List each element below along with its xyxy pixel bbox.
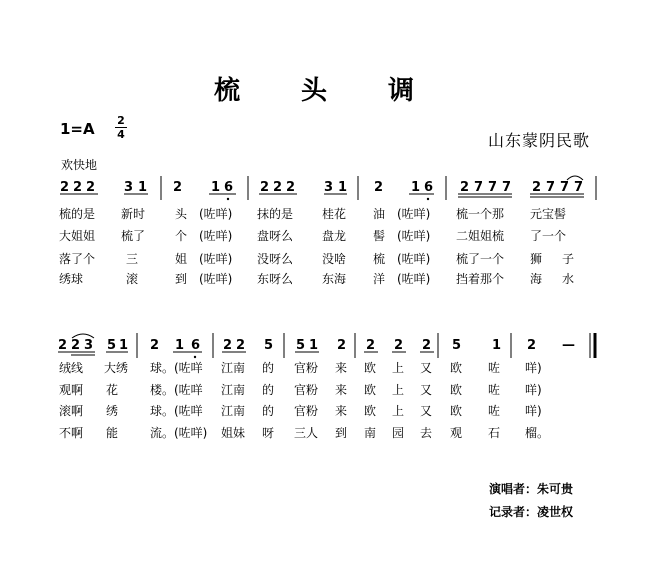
lyric: 的 [262, 383, 275, 397]
time-signature-bottom: 4 [115, 127, 127, 141]
lyric: 上 [392, 361, 405, 375]
lyric-line-1 [59, 206, 566, 221]
lyric: 欧 [364, 383, 377, 397]
lyric: 呀 [262, 426, 275, 440]
lyric: 油 [373, 207, 386, 221]
note: 2 [73, 180, 83, 195]
song-title: 梳 头 调 [213, 76, 441, 106]
song-origin: 山东蒙阴民歌 [488, 131, 591, 150]
lyric: 了一个 [530, 229, 567, 243]
lyric: 到 [335, 426, 348, 440]
lyric: 官粉 [294, 383, 319, 397]
note: 7 [574, 180, 584, 195]
note: 5 [452, 338, 462, 353]
lyric: 滚啊 [59, 404, 84, 418]
note: 2 [86, 180, 96, 195]
lyric: 盘龙 [322, 229, 347, 243]
lyric: 海 [530, 272, 543, 286]
note: 1 [138, 180, 148, 195]
note: 5 [107, 338, 117, 353]
lyric: 落了个 [59, 252, 96, 266]
lyric: (咗咩) [397, 207, 431, 221]
note: 2 [260, 180, 270, 195]
lyric-line-8 [59, 425, 549, 440]
note: 2 [460, 180, 470, 195]
lyric: 新时 [121, 207, 146, 221]
time-signature-top: 2 [117, 114, 125, 127]
lyric: 流。(咗咩) [150, 426, 208, 440]
lyric: 咩) [525, 404, 542, 418]
lyric: 江南 [221, 361, 246, 375]
lyric: (咗咩) [199, 229, 233, 243]
lyric: 三 [126, 252, 139, 266]
note: 7 [546, 180, 556, 195]
note: 2 [366, 338, 376, 353]
lyric: 盘呀么 [257, 229, 294, 243]
lyric: 狮 [530, 252, 543, 266]
lyric: 滚 [126, 272, 139, 286]
lyric: 石 [488, 426, 501, 440]
note: 5 [264, 338, 274, 353]
lyric: (咗咩) [397, 272, 431, 286]
note: 2 [58, 338, 68, 353]
lyric: 水 [562, 272, 575, 286]
system2-octave-dots [194, 356, 196, 358]
lyric: (咗咩) [199, 252, 233, 266]
lyric: 又 [420, 383, 433, 397]
lyric: 挡着那个 [456, 272, 505, 286]
lyric: 来 [335, 361, 348, 375]
note: 1 [411, 180, 421, 195]
lyric: 洋 [373, 272, 386, 286]
note: 1 [211, 180, 221, 195]
lyric: 元宝髻 [530, 207, 567, 221]
lyric: 欧 [364, 361, 377, 375]
lyric: 子 [562, 252, 575, 266]
lyric: 观 [450, 426, 463, 440]
lyric: 榴。 [525, 426, 550, 440]
lyric: 花 [106, 383, 119, 397]
lyric: 又 [420, 361, 433, 375]
system2-lyrics [59, 360, 549, 440]
lyric: 不啊 [59, 426, 84, 440]
lyric: 绣 [106, 404, 119, 418]
lyric: 个 [175, 229, 188, 243]
note: 5 [296, 338, 306, 353]
lyric-line-2 [59, 228, 566, 243]
note: 1 [175, 338, 185, 353]
note: 1 [492, 338, 502, 353]
lyric-line-7 [59, 403, 542, 418]
note: 1 [338, 180, 348, 195]
lyric: 江南 [221, 404, 246, 418]
note: 6 [191, 338, 201, 353]
lyric: 上 [392, 404, 405, 418]
lyric: 咗 [488, 383, 501, 397]
note: 2 [337, 338, 347, 353]
lyric-line-4 [59, 271, 574, 286]
lyric: 没呀么 [257, 252, 294, 266]
lyric: 抹的是 [257, 207, 294, 221]
lyric: 梳一个那 [456, 207, 505, 221]
lyric: 到 [175, 272, 188, 286]
lyric: 梳了 [121, 229, 146, 243]
lyric: 桂花 [322, 207, 347, 221]
note: 6 [224, 180, 234, 195]
note: 2 [71, 338, 81, 353]
lyric: 上 [392, 383, 405, 397]
note: 1 [119, 338, 129, 353]
lyric: 楼。(咗咩 [150, 383, 203, 397]
note: 3 [324, 180, 334, 195]
note: 7 [560, 180, 570, 195]
lyric: 能 [106, 426, 119, 440]
recorder-credit: 记录者：凌世权 [489, 505, 574, 519]
note: 2 [236, 338, 246, 353]
lyric: 官粉 [294, 361, 319, 375]
lyric: (咗咩) [199, 272, 233, 286]
singer-credit: 演唱者：朱可贵 [489, 482, 574, 496]
note: 2 [374, 180, 384, 195]
note: — [562, 338, 575, 353]
lyric: 咗 [488, 361, 501, 375]
lyric: 咩) [525, 383, 542, 397]
lyric: 梳了一个 [456, 252, 505, 266]
note: 2 [394, 338, 404, 353]
lyric: 欧 [450, 404, 463, 418]
lyric-line-3 [59, 251, 574, 266]
system2-notes [58, 338, 575, 353]
lyric: 南 [364, 426, 377, 440]
lyric: 东海 [322, 272, 347, 286]
lyric: 髻 [373, 229, 386, 243]
lyric: 绒线 [59, 361, 84, 375]
lyric: 咗 [488, 404, 501, 418]
lyric: 园 [392, 426, 405, 440]
note: 2 [173, 180, 183, 195]
lyric: 大绣 [104, 361, 129, 375]
note: 2 [532, 180, 542, 195]
note: 3 [124, 180, 134, 195]
lyric: (咗咩) [397, 229, 431, 243]
note: 7 [474, 180, 484, 195]
lyric: 绣球 [59, 272, 84, 286]
key-signature: 1=A [60, 120, 95, 138]
lyric: 的 [262, 361, 275, 375]
lyric: 欧 [450, 383, 463, 397]
lyric: 去 [420, 426, 433, 440]
note: 2 [286, 180, 296, 195]
lyric: 三人 [294, 426, 319, 440]
lyric: 梳的是 [59, 207, 96, 221]
lyric: 东呀么 [257, 272, 294, 286]
lyric: 欧 [364, 404, 377, 418]
note: 7 [502, 180, 512, 195]
lyric: 姐妹 [221, 426, 246, 440]
system1-notes [60, 180, 583, 195]
lyric: 欧 [450, 361, 463, 375]
lyric: 球。(咗咩 [150, 361, 203, 375]
lyric: 姐 [175, 252, 188, 266]
system1-octave-dots [227, 198, 429, 200]
note: 3 [84, 338, 94, 353]
note: 2 [422, 338, 432, 353]
lyric: 大姐姐 [59, 229, 96, 243]
lyric: 没啥 [322, 252, 347, 266]
lyric-line-5 [59, 360, 542, 375]
lyric: 球。(咗咩 [150, 404, 203, 418]
lyric: 梳 [373, 252, 386, 266]
tempo-marking: 欢快地 [61, 158, 98, 172]
note: 7 [488, 180, 498, 195]
lyric-line-6 [59, 382, 542, 397]
lyric: 观啊 [59, 383, 84, 397]
note: 2 [150, 338, 160, 353]
lyric: 二姐姐梳 [456, 229, 505, 243]
note: 2 [60, 180, 70, 195]
note: 2 [273, 180, 283, 195]
lyric: (咗咩) [199, 207, 233, 221]
lyric: 头 [175, 207, 188, 221]
note: 6 [424, 180, 434, 195]
lyric: 又 [420, 404, 433, 418]
note: 2 [527, 338, 537, 353]
lyric: (咗咩) [397, 252, 431, 266]
lyric: 来 [335, 404, 348, 418]
system1-lyrics [59, 206, 574, 286]
lyric: 咩) [525, 361, 542, 375]
lyric: 官粉 [294, 404, 319, 418]
lyric: 的 [262, 404, 275, 418]
lyric: 江南 [221, 383, 246, 397]
note: 2 [223, 338, 233, 353]
note: 1 [309, 338, 319, 353]
lyric: 来 [335, 383, 348, 397]
